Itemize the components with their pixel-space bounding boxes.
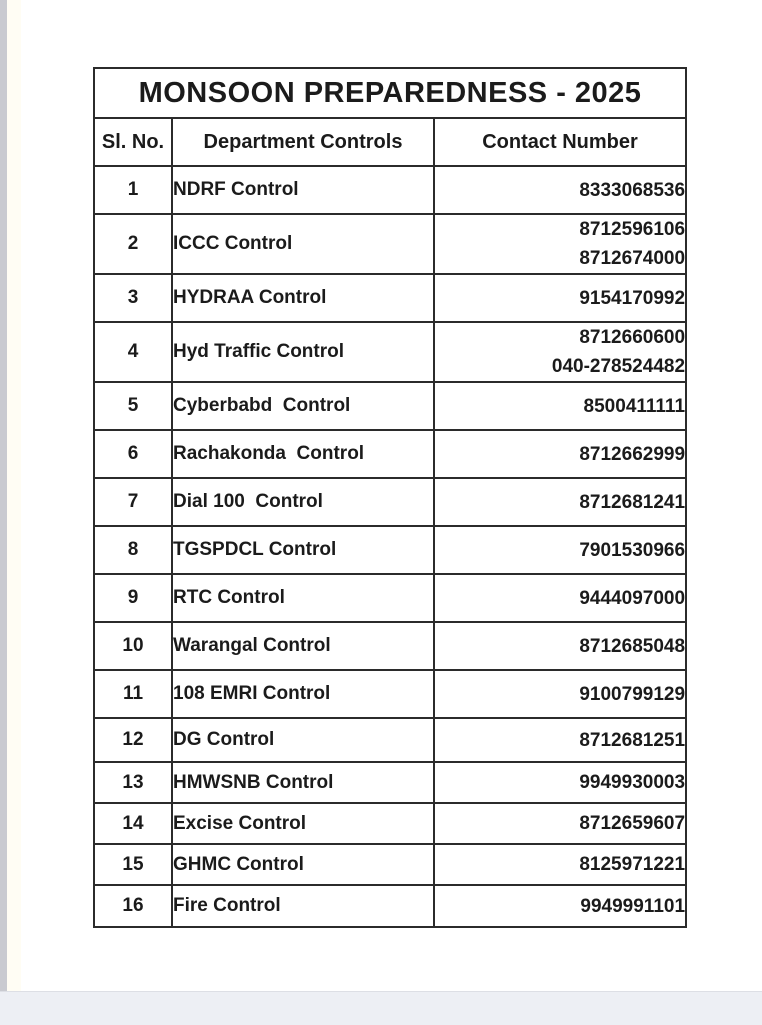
table-row [94, 166, 686, 214]
row-serial-number: 4 [94, 322, 172, 382]
phone-number: 9949930003 [579, 772, 686, 793]
row-department: Rachakonda Control [172, 430, 434, 478]
column-header-department: Department Controls [172, 118, 434, 166]
row-department: ICCC Control [172, 214, 434, 274]
table-row [94, 478, 686, 526]
row-serial-number: 1 [94, 166, 172, 214]
row-department: HMWSNB Control [172, 762, 434, 803]
table-row [94, 382, 686, 430]
row-serial-number: 6 [94, 430, 172, 478]
row-contact [434, 166, 686, 214]
row-serial-number: 11 [94, 670, 172, 718]
phone-number: 8712681251 [579, 729, 686, 751]
row-serial-number: 2 [94, 214, 172, 274]
row-contact [434, 478, 686, 526]
row-contact [434, 885, 686, 927]
column-header-contact: Contact Number [434, 118, 686, 166]
photo-left-edge [0, 0, 7, 992]
phone-number: 8500411111 [583, 395, 686, 417]
table-row [94, 214, 686, 274]
table-row [94, 622, 686, 670]
table-row [94, 670, 686, 718]
row-contact [434, 322, 686, 382]
row-department: HYDRAA Control [172, 274, 434, 322]
row-contact [434, 382, 686, 430]
row-department: Dial 100 Control [172, 478, 434, 526]
row-serial-number: 3 [94, 274, 172, 322]
row-department: 108 EMRI Control [172, 670, 434, 718]
phone-number: 8333068536 [579, 179, 686, 201]
table-title: MONSOON PREPAREDNESS - 2025 [94, 68, 686, 118]
table-row [94, 322, 686, 382]
phone-number: 040-278524482 [551, 356, 686, 377]
row-serial-number: 7 [94, 478, 172, 526]
row-department: Warangal Control [172, 622, 434, 670]
contacts-table [93, 67, 687, 928]
table-row [94, 574, 686, 622]
row-department: Excise Control [172, 803, 434, 844]
table-row [94, 430, 686, 478]
row-contact [434, 844, 686, 885]
table-row [94, 803, 686, 844]
row-serial-number: 9 [94, 574, 172, 622]
row-department: Cyberbabd Control [172, 382, 434, 430]
row-serial-number: 8 [94, 526, 172, 574]
row-contact [434, 526, 686, 574]
photo-bottom-edge [0, 991, 762, 1025]
row-department: DG Control [172, 718, 434, 762]
phone-number: 8712662999 [579, 443, 686, 465]
row-contact [434, 430, 686, 478]
phone-number: 8712681241 [579, 491, 686, 513]
table-row [94, 885, 686, 927]
phone-number: 7901530966 [579, 539, 686, 561]
row-contact [434, 574, 686, 622]
row-contact [434, 274, 686, 322]
table-row [94, 526, 686, 574]
phone-number: 9949991101 [580, 895, 686, 917]
table-row [94, 762, 686, 803]
phone-number: 8712596106 [579, 219, 686, 240]
table-row [94, 718, 686, 762]
row-serial-number: 13 [94, 762, 172, 803]
row-contact [434, 762, 686, 803]
phone-number: 9154170992 [579, 287, 686, 309]
phone-number: 8125971221 [579, 854, 686, 875]
row-department: Hyd Traffic Control [172, 322, 434, 382]
phone-number: 9100799129 [579, 683, 686, 705]
phone-number: 8712685048 [579, 635, 686, 657]
table-row [94, 844, 686, 885]
row-department: Fire Control [172, 885, 434, 927]
row-serial-number: 12 [94, 718, 172, 762]
table-title-row [94, 68, 686, 118]
row-serial-number: 16 [94, 885, 172, 927]
row-serial-number: 15 [94, 844, 172, 885]
phone-number: 8712674000 [579, 248, 686, 269]
table-header-row [94, 118, 686, 166]
phone-number: 9444097000 [579, 587, 686, 609]
row-contact [434, 214, 686, 274]
row-serial-number: 5 [94, 382, 172, 430]
row-department: TGSPDCL Control [172, 526, 434, 574]
row-department: RTC Control [172, 574, 434, 622]
row-contact [434, 718, 686, 762]
row-department: NDRF Control [172, 166, 434, 214]
row-contact [434, 622, 686, 670]
photo-left-edge-highlight [7, 0, 21, 992]
row-serial-number: 14 [94, 803, 172, 844]
table-row [94, 274, 686, 322]
phone-number: 8712660600 [579, 327, 686, 348]
row-contact [434, 670, 686, 718]
row-department: GHMC Control [172, 844, 434, 885]
phone-number: 8712659607 [579, 813, 686, 834]
column-header-sl-no: Sl. No. [94, 118, 172, 166]
row-contact [434, 803, 686, 844]
row-serial-number: 10 [94, 622, 172, 670]
